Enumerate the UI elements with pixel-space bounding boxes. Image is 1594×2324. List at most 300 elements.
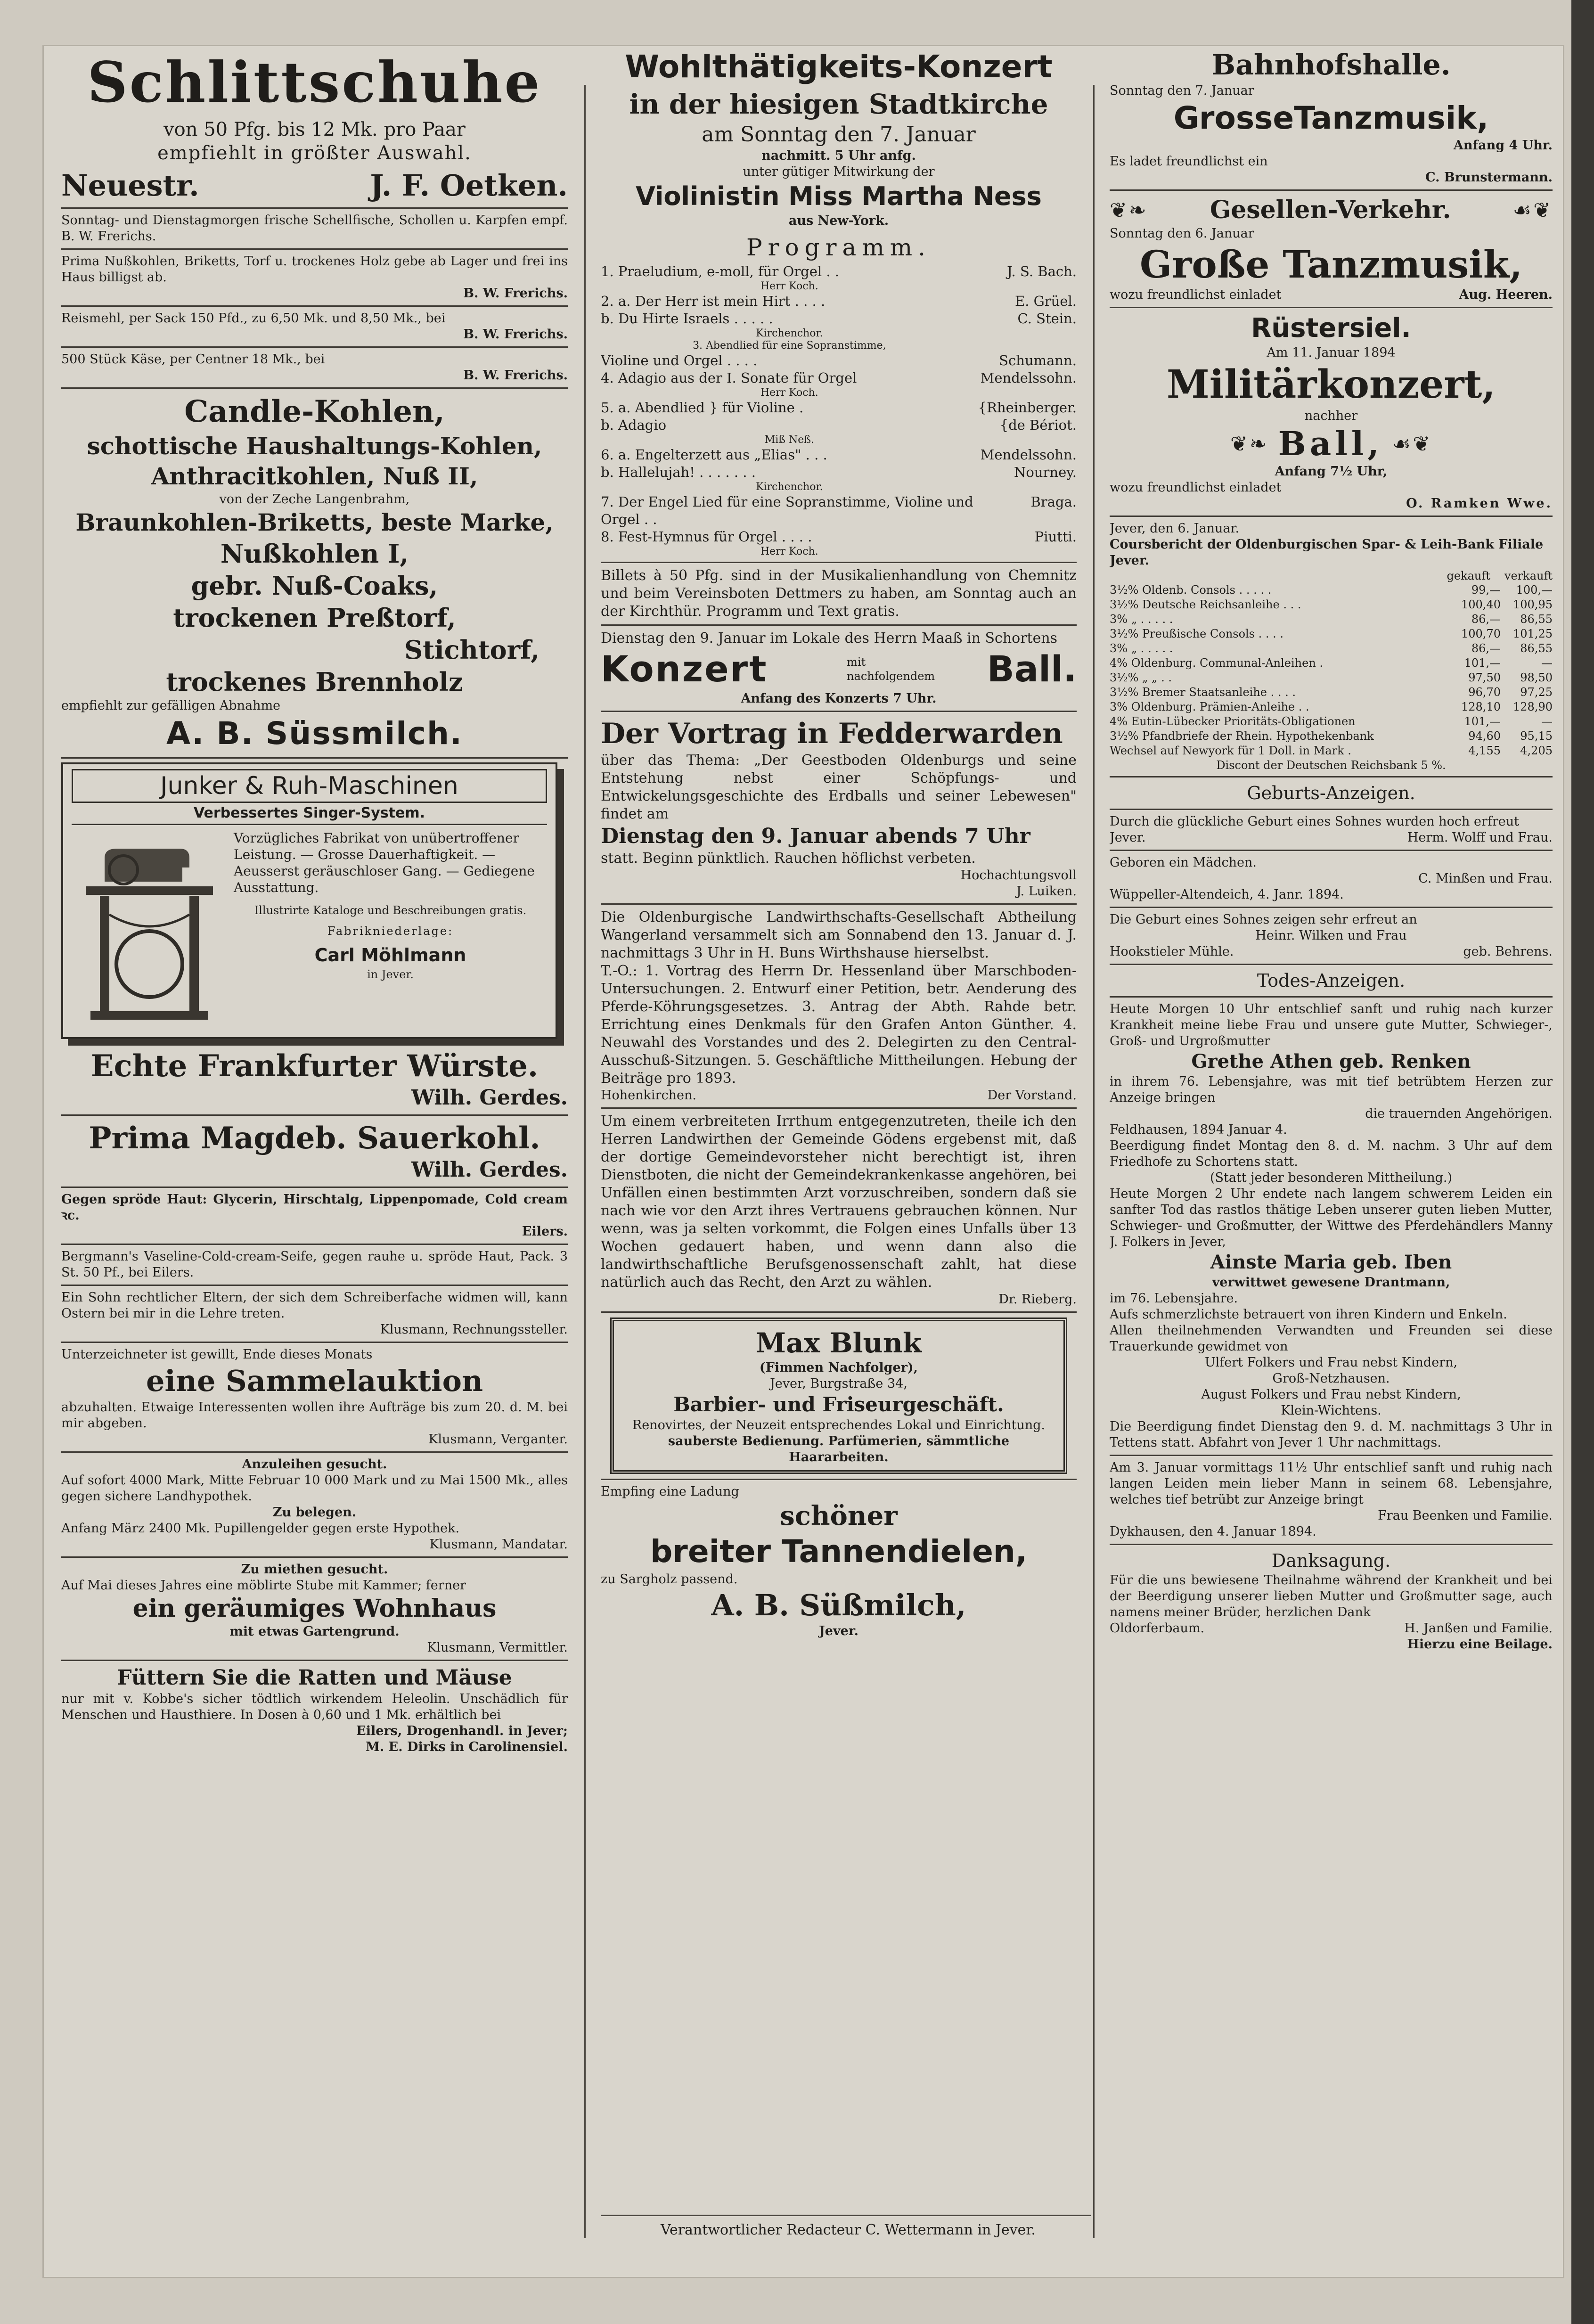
ad-signature: Herm. Wolff und Frau. [1407, 830, 1553, 845]
divider [1110, 1544, 1553, 1545]
divider [61, 346, 568, 348]
ad-text: Reismehl, per Sack 150 Pfd., zu 6,50 Mk. und 8,50 Mk., bei [61, 311, 446, 326]
divider [1110, 809, 1553, 810]
ad-signature: M. E. Dirks in Carolinensiel. [365, 1740, 568, 1754]
ad-line: von 50 Pfg. bis 12 Mk. pro Paar [163, 119, 466, 140]
kurs-bought: 4,155 [1468, 744, 1501, 757]
program-composer: Braga. [1030, 494, 1077, 510]
program-row [601, 387, 1077, 399]
ornament-left-icon: ❦❧ [1230, 432, 1269, 456]
kurs-row [1110, 627, 1553, 641]
column-rule [584, 85, 586, 2238]
ad-text: wozu freundlichst einladet [1110, 287, 1282, 302]
divider [61, 757, 568, 759]
program-row [601, 546, 1077, 558]
ad-text: verwittwet gewesene Drantmann, [1212, 1275, 1450, 1290]
sewing-machine-illustration [72, 830, 227, 1032]
ad-signature: Der Vorstand. [987, 1088, 1077, 1103]
ad-signature: Dr. Rieberg. [998, 1292, 1077, 1307]
kurs-row [1110, 700, 1553, 714]
ad-signature: B. W. Frerichs. [463, 327, 568, 342]
program-row [601, 399, 1077, 417]
ad-title: ein geräumiges Wohnhaus [132, 1594, 497, 1623]
kurs-security: 4% Oldenburg. Communal-Anleihen . [1110, 656, 1324, 670]
ad-text: Auf Mai dieses Jahres eine möblirte Stube mit Kammer; ferner [61, 1578, 466, 1593]
kurs-security: 3½% Pfandbriefe der Rhein. Hypothekenbank [1110, 729, 1374, 743]
kurs-security: 3½% Preußische Consols . . . . [1110, 627, 1284, 640]
ad-title: Wohlthätigkeits-Konzert [625, 49, 1053, 85]
ad-title: Junker & Ruh-Maschinen [72, 769, 547, 803]
program-row [601, 464, 1077, 481]
program-row [601, 446, 1077, 464]
program-row [601, 293, 1077, 310]
ad-candle-kohlen [61, 393, 568, 753]
ad-headline: Militärkonzert, [1167, 362, 1496, 407]
program-piece: Violine und Orgel . . . . [601, 352, 758, 368]
program-piece: 1. Praeludium, e-moll, für Orgel . . [601, 263, 840, 279]
kurs-security: Wechsel auf Newyork für 1 Doll. in Mark . [1110, 744, 1351, 757]
ad-text: Sonntag- und Dienstagmorgen frische Schellfische, Schollen u. Karpfen empf. B. W. Frerichs. [61, 213, 568, 244]
divider [61, 1451, 568, 1453]
kurs-sold: — [1541, 715, 1553, 728]
ad-signature: August Folkers und Frau nebst Kindern, [1201, 1387, 1461, 1402]
kurs-bought: 96,70 [1468, 686, 1501, 699]
kurs-sold: 4,205 [1520, 744, 1553, 757]
kurs-sold: 128,90 [1513, 700, 1553, 713]
ad-text: Jever, Burgstraße 34, [770, 1376, 907, 1391]
divider [61, 1660, 568, 1661]
divider [1110, 996, 1553, 998]
ornament-right-icon: ☙❦ [1392, 432, 1432, 456]
ad-title: Schlittschuhe [87, 49, 542, 115]
ad-title: Der Vortrag in Fedderwarden [601, 717, 1063, 750]
ad-text: Billets à 50 Pfg. sind in der Musikalienhandlung von Chemnitz und beim Vereinsboten Dettmers zu haben, am Sonntag auch an der Kirchthür. Programm und Text gratis. [601, 567, 1077, 620]
kurs-sold: 97,25 [1520, 686, 1553, 699]
kurs-security: 4% Eutin-Lübecker Prioritäts-Obligationen [1110, 715, 1356, 728]
ad-schlittschuhe [61, 47, 568, 204]
ad-text: Unterzeichneter ist gewillt, Ende dieses Monats [61, 1347, 373, 1362]
divider [601, 1107, 1077, 1109]
divider [61, 207, 568, 209]
ad-signature: Klusmann, Rechnungssteller. [380, 1322, 568, 1337]
kurs-sold: 100,95 [1513, 598, 1553, 611]
ad-text: Anfang des Konzerts 7 Uhr. [741, 691, 937, 706]
ad-title: Bahnhofshalle. [1211, 49, 1451, 82]
kurs-title: Coursbericht der Oldenburgischen Spar- & Leih-Bank Filiale Jever. [1110, 537, 1544, 568]
divider [61, 387, 568, 389]
ad-text: Anfang März 2400 Mk. Pupillengelder gegen erste Hypothek. [61, 1521, 460, 1536]
ad-signature: Wilh. Gerdes. [411, 1158, 568, 1182]
program-composer [978, 546, 1077, 558]
kurs-bought: 100,40 [1461, 598, 1501, 611]
kurs-security: 3½% Bremer Staatsanleihe . . . . [1110, 686, 1296, 699]
ad-headline: Ainste Maria geb. Iben [1210, 1251, 1452, 1273]
program-composer: Piutti. [1034, 529, 1077, 545]
program-composer: J. S. Bach. [1007, 263, 1077, 279]
ad-text: Heute Morgen 2 Uhr endete nach langem schwerem Leiden ein sanfter Tod das rastlos thätige Leben unserer guten lieben Mutter, Schwieger- und Großmutter, der Wittwe des Pferdehändlers Manny J. Folkers in Jever, [1110, 1187, 1553, 1249]
ad-subtitle: Verbessertes Singer-System. [72, 803, 547, 825]
kurs-bought: 128,10 [1461, 700, 1501, 713]
divider [61, 1342, 568, 1343]
program-row [601, 310, 1077, 327]
kurs-sold: 101,25 [1513, 627, 1553, 640]
divider [61, 305, 568, 307]
ad-text: Sonntag den 6. Januar [1110, 226, 1254, 241]
ad-text: in Jever. [367, 968, 414, 981]
ad-text: Für die uns bewiesene Theilnahme während der Krankheit und bei der Beerdigung unserer lieben Mutter und Großmutter sage, auch namens meiner Brüder, herzlichen Dank [1110, 1573, 1553, 1620]
kurs-sold: 98,50 [1520, 671, 1553, 684]
kurs-table [1110, 583, 1553, 758]
program-piece: Kirchenchor. [756, 481, 823, 493]
program-piece: Kirchenchor. [756, 327, 823, 339]
kurs-bought: 97,50 [1468, 671, 1501, 684]
program-piece: 2. a. Der Herr ist mein Hirt . . . . [601, 293, 826, 309]
ad-text: Illustrirte Kataloge und Beschreibungen gratis. [254, 904, 527, 917]
ad-title: Max Blunk [755, 1327, 922, 1359]
ad-headline: Grethe Athen geb. Renken [1191, 1050, 1471, 1072]
ad-title: Prima Magdeb. Sauerkohl. [89, 1121, 540, 1156]
kurs-security: 3% „ . . . . . [1110, 613, 1173, 626]
ad-place: Oldorferbaum. [1110, 1621, 1205, 1636]
ad-line: Stichtorf, [404, 635, 540, 665]
program-piece: 6. a. Engelterzett aus „Elias" . . . [601, 447, 827, 463]
program-composer [978, 481, 1077, 493]
kurs-sold: 86,55 [1520, 642, 1553, 655]
ad-signature: die trauernden Angehörigen. [1365, 1106, 1553, 1121]
ad-text: Um einem verbreiteten Irrthum entgegenzutreten, theile ich den Herren Landwirthen der Gemeinde Gödens ergebenst mit, daß der dortige Gemeindevorsteher nicht berechtigt ist, ihren Dienstboten, die nicht der Gemeindekrankenkasse angehören, bei Unfällen einen bestimmten Arzt vorzuschreiben, sondern daß sie nach wie vor den Arzt ihres Vertrauens gebrauchen können. Nur wenn, was ja selten vorkommt, die Folgen eines Unfalls über 13 Wochen gedauert haben, und wenn dann also die landwirthschaftliche Berufsgenossenschaft zahlt, hat diese natürlich auch das Recht, den Arzt zu wählen. [601, 1113, 1077, 1291]
ad-text: Anfang 4 Uhr. [1453, 138, 1553, 153]
section-title: Geburts-Anzeigen. [1247, 783, 1415, 803]
ad-max-blunk [610, 1317, 1067, 1474]
kurs-row [1110, 744, 1553, 758]
ad-signature: Frau Beenken und Familie. [1378, 1508, 1553, 1523]
kurs-security: 3% „ . . . . . [1110, 642, 1173, 655]
program-composer: C. Stein. [1017, 311, 1077, 327]
ad-signature: Heinr. Wilken und Frau [1255, 928, 1407, 943]
ad-place: Hohenkirchen. [601, 1088, 696, 1103]
ad-line: Anthracitkohlen, Nuß II, [151, 462, 478, 490]
ad-place: Klein-Wichtens. [1281, 1403, 1381, 1418]
kurs-bought: 86,— [1471, 613, 1501, 626]
program-piece: Miß Neß. [764, 434, 814, 446]
ad-text: nur mit v. Kobbe's sicher tödtlich wirkendem Heleolin. Unschädlich für Menschen und Hausthiere. In Dosen à 0,60 und 1 Mk. erhältlich bei [61, 1692, 568, 1722]
kurs-sold: 100,— [1516, 583, 1553, 597]
ad-text: wozu freundlichst einladet [1110, 480, 1282, 495]
ad-text: in ihrem 76. Lebensjahre, was mit tief betrübtem Herzen zur Anzeige bringen [1110, 1074, 1553, 1105]
ad-line: unter gütiger Mitwirkung der [743, 164, 935, 179]
ad-text: Jever. [819, 1624, 858, 1638]
ad-signature: Klusmann, Mandatar. [429, 1537, 568, 1552]
kurs-sold: — [1541, 656, 1553, 670]
kurs-bought: 101,— [1464, 656, 1501, 670]
ad-text: mit etwas Gartengrund. [229, 1624, 400, 1639]
ad-signature: B. W. Frerichs. [463, 286, 568, 301]
kurs-row [1110, 685, 1553, 700]
ad-headline: Violinistin Miss Martha Ness [636, 181, 1042, 211]
ad-text: Die Geburt eines Sohnes zeigen sehr erfreut an [1110, 912, 1417, 927]
ad-title: Echte Frankfurter Würste. [90, 1048, 539, 1084]
ad-title: Rüstersiel. [1251, 313, 1411, 344]
program-piece: b. Hallelujah! . . . . . . . [601, 464, 756, 480]
ad-text: Die Beerdigung findet Dienstag den 9. d. M. nachmittags 3 Uhr in Tettens statt. Abfahrt von Jever 1 Uhr nachmittags. [1110, 1419, 1553, 1450]
program-composer: {Rheinberger. [978, 400, 1077, 416]
divider [601, 1311, 1077, 1313]
column-right [1110, 47, 1553, 2205]
ad-title: Candle-Kohlen, [184, 394, 445, 429]
program-composer [978, 280, 1077, 293]
column-rule [1093, 85, 1095, 2238]
ad-text: (Fimmen Nachfolger), [759, 1360, 918, 1375]
divider [1110, 307, 1553, 308]
ad-place: Dykhausen, den 4. Januar 1894. [1110, 1524, 1316, 1539]
scan-edge [1571, 0, 1594, 2324]
program-piece: Herr Koch. [760, 280, 818, 292]
ornament-left-icon: ❦❧ [1110, 198, 1148, 222]
program-title: Programm. [746, 234, 932, 261]
divider [1110, 850, 1553, 851]
ad-line: in der hiesigen Stadtkirche [629, 88, 1048, 120]
column-middle [601, 47, 1077, 2205]
ad-headline: Ball, [1278, 424, 1383, 463]
ad-signature: Carl Möhlmann [314, 945, 466, 966]
ornament-right-icon: ☙❦ [1512, 198, 1553, 222]
ad-text: T.-O.: 1. Vortrag des Herrn Dr. Hessenland über Marschboden-Untersuchungen. 2. Entwurf einer Petition, betr. Aenderung des Pferde-Köhrungsgesetzes. 3. Antrag der Abth. Rahde betr. Errichtung eines Denkmals für den Grafen Anton Günther. 4. Neuwahl des Vorstandes und des 2. Delegirten zu den Central-Ausschuß-Sitzungen. 5. Geschäftliche Mittheilungen. Hebung der Beiträge pro 1893. [601, 963, 1077, 1087]
divider [601, 711, 1077, 712]
ad-text: Am 3. Januar vormittags 11½ Uhr entschlief sanft und ruhig nach langen Leiden mein lieber Mann in seinem 68. Lebensjahre, welches tief betrübt zur Anzeige bringt [1110, 1460, 1553, 1507]
ad-text: (Statt jeder besonderen Mittheilung.) [1210, 1170, 1453, 1185]
program-composer: Mendelssohn. [980, 447, 1077, 463]
ad-signature: A. B. Süssmilch. [166, 715, 463, 752]
program-piece: Herr Koch. [760, 546, 818, 557]
kurs-row [1110, 583, 1553, 597]
ad-text: im 76. Lebensjahre. [1110, 1291, 1238, 1306]
divider [1110, 1455, 1553, 1456]
divider [1110, 964, 1553, 965]
ad-place: Jever. [1110, 830, 1146, 845]
kurs-security: 3½% Oldenb. Consols . . . . . [1110, 583, 1272, 597]
ad-text: Allen theilnehmenden Verwandten und Freunden sei diese Trauerkunde gewidmet von [1110, 1323, 1553, 1354]
ad-signature: J. F. Oetken. [370, 168, 568, 203]
ad-line: gebr. Nuß-Coaks, [191, 571, 438, 601]
ad-signature: Ulfert Folkers und Frau nebst Kindern, [1204, 1355, 1458, 1370]
ad-headline: GrosseTanzmusik, [1173, 100, 1489, 136]
program-composer: Nourney. [1014, 464, 1077, 480]
ad-title: Gesellen-Verkehr. [1210, 196, 1451, 224]
program-composer [978, 327, 1077, 340]
divider [61, 1187, 568, 1188]
ad-signature: A. B. Süßmilch, [711, 1588, 966, 1622]
divider [1110, 516, 1553, 517]
ad-signature: O. Ramken Wwe. [1406, 496, 1553, 511]
kurs-row [1110, 597, 1553, 612]
ad-title: Zu belegen. [272, 1505, 357, 1520]
ad-place: Feldhausen, 1894 Januar 4. [1110, 1122, 1287, 1137]
ad-line: am Sonntag den 7. Januar [702, 123, 976, 147]
ad-text: mit nachfolgendem [847, 655, 935, 683]
kurs-discount: Discont der Deutschen Reichsbank 5 %. [1216, 759, 1446, 772]
kurs-bought: 101,— [1464, 715, 1501, 728]
ad-text: Anfang 7½ Uhr, [1275, 464, 1388, 479]
ad-text: Fabrikniederlage: [327, 925, 454, 938]
program-row [601, 417, 1077, 434]
coursbericht [1110, 521, 1553, 772]
program-row [601, 263, 1077, 280]
ad-text: Renovirtes, der Neuzeit entsprechendes Lokal und Einrichtung. [632, 1418, 1046, 1432]
ad-place: Wüppeller-Altendeich, 4. Janr. 1894. [1110, 887, 1344, 902]
section-title: Todes-Anzeigen. [1257, 970, 1406, 991]
kurs-row [1110, 656, 1553, 671]
ad-signature: C. Minßen und Frau. [1418, 871, 1553, 886]
ad-wohltaetigkeits-konzert [601, 47, 1077, 558]
program-composer: Mendelssohn. [980, 370, 1077, 386]
program-composer: Schumann. [999, 352, 1077, 368]
ad-signature: Eilers. [522, 1224, 568, 1239]
ad-text: Heute Morgen 10 Uhr entschlief sanft und ruhig nach kurzer Krankheit meine liebe Frau und unsere gute Mutter, Schwieger-, Groß- und Urgroßmutter [1110, 1002, 1553, 1048]
ad-text: Geboren ein Mädchen. [1110, 855, 1257, 870]
program-piece: 4. Adagio aus der I. Sonate für Orgel [601, 370, 857, 386]
footer-rule [601, 2215, 1091, 2216]
ad-line: Nußkohlen I, [220, 539, 409, 569]
program-piece: 8. Fest-Hymnus für Orgel . . . . [601, 529, 812, 545]
ad-signature: H. Janßen und Familie. [1404, 1621, 1553, 1636]
program-piece: b. Adagio [601, 417, 667, 433]
ad-line: aus New-York. [788, 213, 889, 228]
kurs-header: gekauft [1447, 569, 1490, 582]
program-composer: E. Grüel. [1015, 293, 1077, 309]
kurs-bought: 94,60 [1468, 729, 1501, 743]
divider [601, 903, 1077, 905]
kurs-security: 3½% „ „ . . [1110, 671, 1172, 684]
ad-line: schottische Haushaltungs-Kohlen, [87, 432, 542, 460]
kurs-row [1110, 729, 1553, 744]
ad-text: Bergmann's Vaseline-Cold-cream-Seife, gegen rauhe u. spröde Haut, Pack. 3 St. 50 Pf., bei Eilers. [61, 1249, 568, 1280]
program-row [601, 493, 1077, 528]
ad-text: nachher [1304, 409, 1358, 423]
kurs-security: 3½% Deutsche Reichsanleihe . . . [1110, 598, 1301, 611]
program-row [601, 327, 1077, 340]
ad-text: Beerdigung findet Montag den 8. d. M. nachm. 3 Uhr auf dem Friedhofe zu Schortens statt. [1110, 1138, 1553, 1169]
ad-title: Ball. [987, 648, 1077, 690]
program-piece: 5. a. Abendlied } für Violine . [601, 400, 804, 416]
program-piece: Herr Koch. [760, 387, 818, 399]
divider [61, 1114, 568, 1116]
divider [601, 562, 1077, 563]
ad-text: sauberste Bedienung. Parfümerien, sämmtliche Haararbeiten. [668, 1434, 1010, 1465]
kurs-sold: 86,55 [1520, 613, 1553, 626]
kurs-bought: 99,— [1471, 583, 1501, 597]
kurs-security: 3% Oldenburg. Prämien-Anleihe . . [1110, 700, 1309, 713]
ad-line: von der Zeche Langenbrahm, [219, 492, 410, 507]
ad-text: Gegen spröde Haut: Glycerin, Hirschtalg, Lippenpomade, Cold cream ꝛc. [61, 1192, 568, 1223]
ad-text: abzuhalten. Etwaige Interessenten wollen ihre Aufträge bis zum 20. d. M. bei mir abgeben. [61, 1400, 568, 1431]
ad-text: Auf sofort 4000 Mark, Mitte Februar 10 000 Mark und zu Mai 1500 Mk., alles gegen sichere Landhypothek. [61, 1473, 568, 1504]
divider [61, 1556, 568, 1558]
ad-text: Am 11. Januar 1894 [1267, 345, 1396, 360]
ad-text: Vorzügliches Fabrikat von unübertroffener Leistung. — Grosse Dauerhaftigkeit. — Aeusserst geräuschloser Gang. — Gediegene Ausstattung. [234, 830, 535, 895]
ad-title: Füttern Sie die Ratten und Mäuse [117, 1666, 512, 1690]
ad-headline: Große Tanzmusik, [1139, 242, 1523, 286]
divider [601, 1479, 1077, 1480]
kurs-bought: 86,— [1471, 642, 1501, 655]
program-composer [978, 340, 1077, 352]
program-piece: b. Du Hirte Israels . . . . . [601, 311, 773, 327]
divider [61, 248, 568, 250]
ad-signature: Klusmann, Verganter. [428, 1432, 568, 1447]
program-row [601, 280, 1077, 293]
ad-line: empfiehlt in größter Auswahl. [157, 142, 472, 164]
ad-text: Ein Sohn rechtlicher Eltern, der sich dem Schreiberfache widmen will, kann Ostern bei mir in die Lehre treten. [61, 1290, 568, 1321]
program-composer [978, 387, 1077, 399]
program-piece: 3. Abendlied für eine Sopranstimme, [693, 340, 886, 352]
divider [601, 624, 1077, 626]
ad-headline: Dienstag den 9. Januar abends 7 Uhr [601, 824, 1030, 848]
divider [61, 1244, 568, 1245]
ad-signature: B. W. Frerichs. [463, 368, 568, 383]
program-table [601, 263, 1077, 558]
ad-text: Durch die glückliche Geburt eines Sohnes wurden hoch erfreut [1110, 814, 1519, 829]
ad-signature: Wilh. Gerdes. [411, 1086, 568, 1110]
program-composer [978, 434, 1077, 446]
divider [61, 1285, 568, 1286]
ad-line: Braunkohlen-Briketts, beste Marke, [75, 508, 554, 536]
divider [1110, 189, 1553, 191]
ad-title: Anzuleihen gesucht. [242, 1457, 387, 1472]
ad-place: Groß-Netzhausen. [1272, 1371, 1390, 1386]
kurs-row [1110, 612, 1553, 627]
ad-line: trockenen Preßtorf, [173, 603, 456, 633]
ad-text: Prima Nußkohlen, Briketts, Torf u. trockenes Holz gebe ab Lager und frei ins Haus billigst ab. [61, 254, 568, 285]
ad-signature: geb. Behrens. [1463, 944, 1553, 959]
ad-title: schöner [780, 1500, 898, 1531]
kurs-row [1110, 714, 1553, 729]
kurs-header: verkauft [1504, 569, 1553, 582]
ad-signature: J. Luiken. [1016, 884, 1077, 899]
section-title: Danksagung. [1271, 1550, 1391, 1571]
ad-text: zu Sargholz passend. [601, 1572, 738, 1587]
program-row [601, 528, 1077, 546]
ad-text: über das Thema: „Der Geestboden Oldenburgs und seine Entstehung nebst einer Schöpfungs- und Entwickelungsgeschichte des Erdballs und seiner Lebewesen" findet am [601, 752, 1077, 822]
ad-text: statt. Beginn pünktlich. Rauchen höflichst verbeten. [601, 850, 976, 867]
ad-text: Aufs schmerzlichste betrauert von ihren Kindern und Enkeln. [1110, 1307, 1507, 1322]
program-row [601, 434, 1077, 446]
ad-text: Hochachtungsvoll [960, 868, 1077, 883]
ad-title: Zu miethen gesucht. [241, 1562, 388, 1577]
kurs-date: Jever, den 6. Januar. [1110, 521, 1240, 536]
program-row [601, 352, 1077, 369]
beilage-note: Hierzu eine Beilage. [1407, 1637, 1553, 1652]
ad-text: Es ladet freundlichst ein [1110, 154, 1268, 169]
ad-title: Konzert [601, 648, 768, 690]
ad-text: Sonntag den 7. Januar [1110, 83, 1254, 98]
program-composer: {de Bériot. [999, 417, 1077, 433]
ad-title: eine Sammelauktion [146, 1364, 483, 1398]
ad-signature: Klusmann, Vermittler. [427, 1640, 568, 1655]
program-piece: 7. Der Engel Lied für eine Sopranstimme, Violine und Orgel . . [601, 494, 973, 527]
ad-line: nachmitt. 5 Uhr anfg. [761, 148, 916, 163]
ad-place: Hookstieler Mühle. [1110, 944, 1234, 959]
footer-imprint: Verantwortlicher Redacteur C. Wettermann in Jever. [661, 2222, 1036, 2238]
kurs-row [1110, 641, 1553, 656]
ad-signature: Aug. Heeren. [1459, 287, 1553, 302]
ad-text: Dienstag den 9. Januar im Lokale des Herrn Maaß in Schortens [601, 630, 1058, 646]
ad-title: breiter Tannendielen, [650, 1533, 1027, 1570]
divider [1110, 776, 1553, 777]
ad-headline: Barbier- und Friseurgeschäft. [673, 1393, 1004, 1416]
kurs-sold: 95,15 [1520, 729, 1553, 743]
ad-line: trockenes Brennholz [166, 667, 463, 697]
ad-signature: Eilers, Drogenhandl. in Jever; [356, 1724, 568, 1738]
program-row [601, 369, 1077, 387]
